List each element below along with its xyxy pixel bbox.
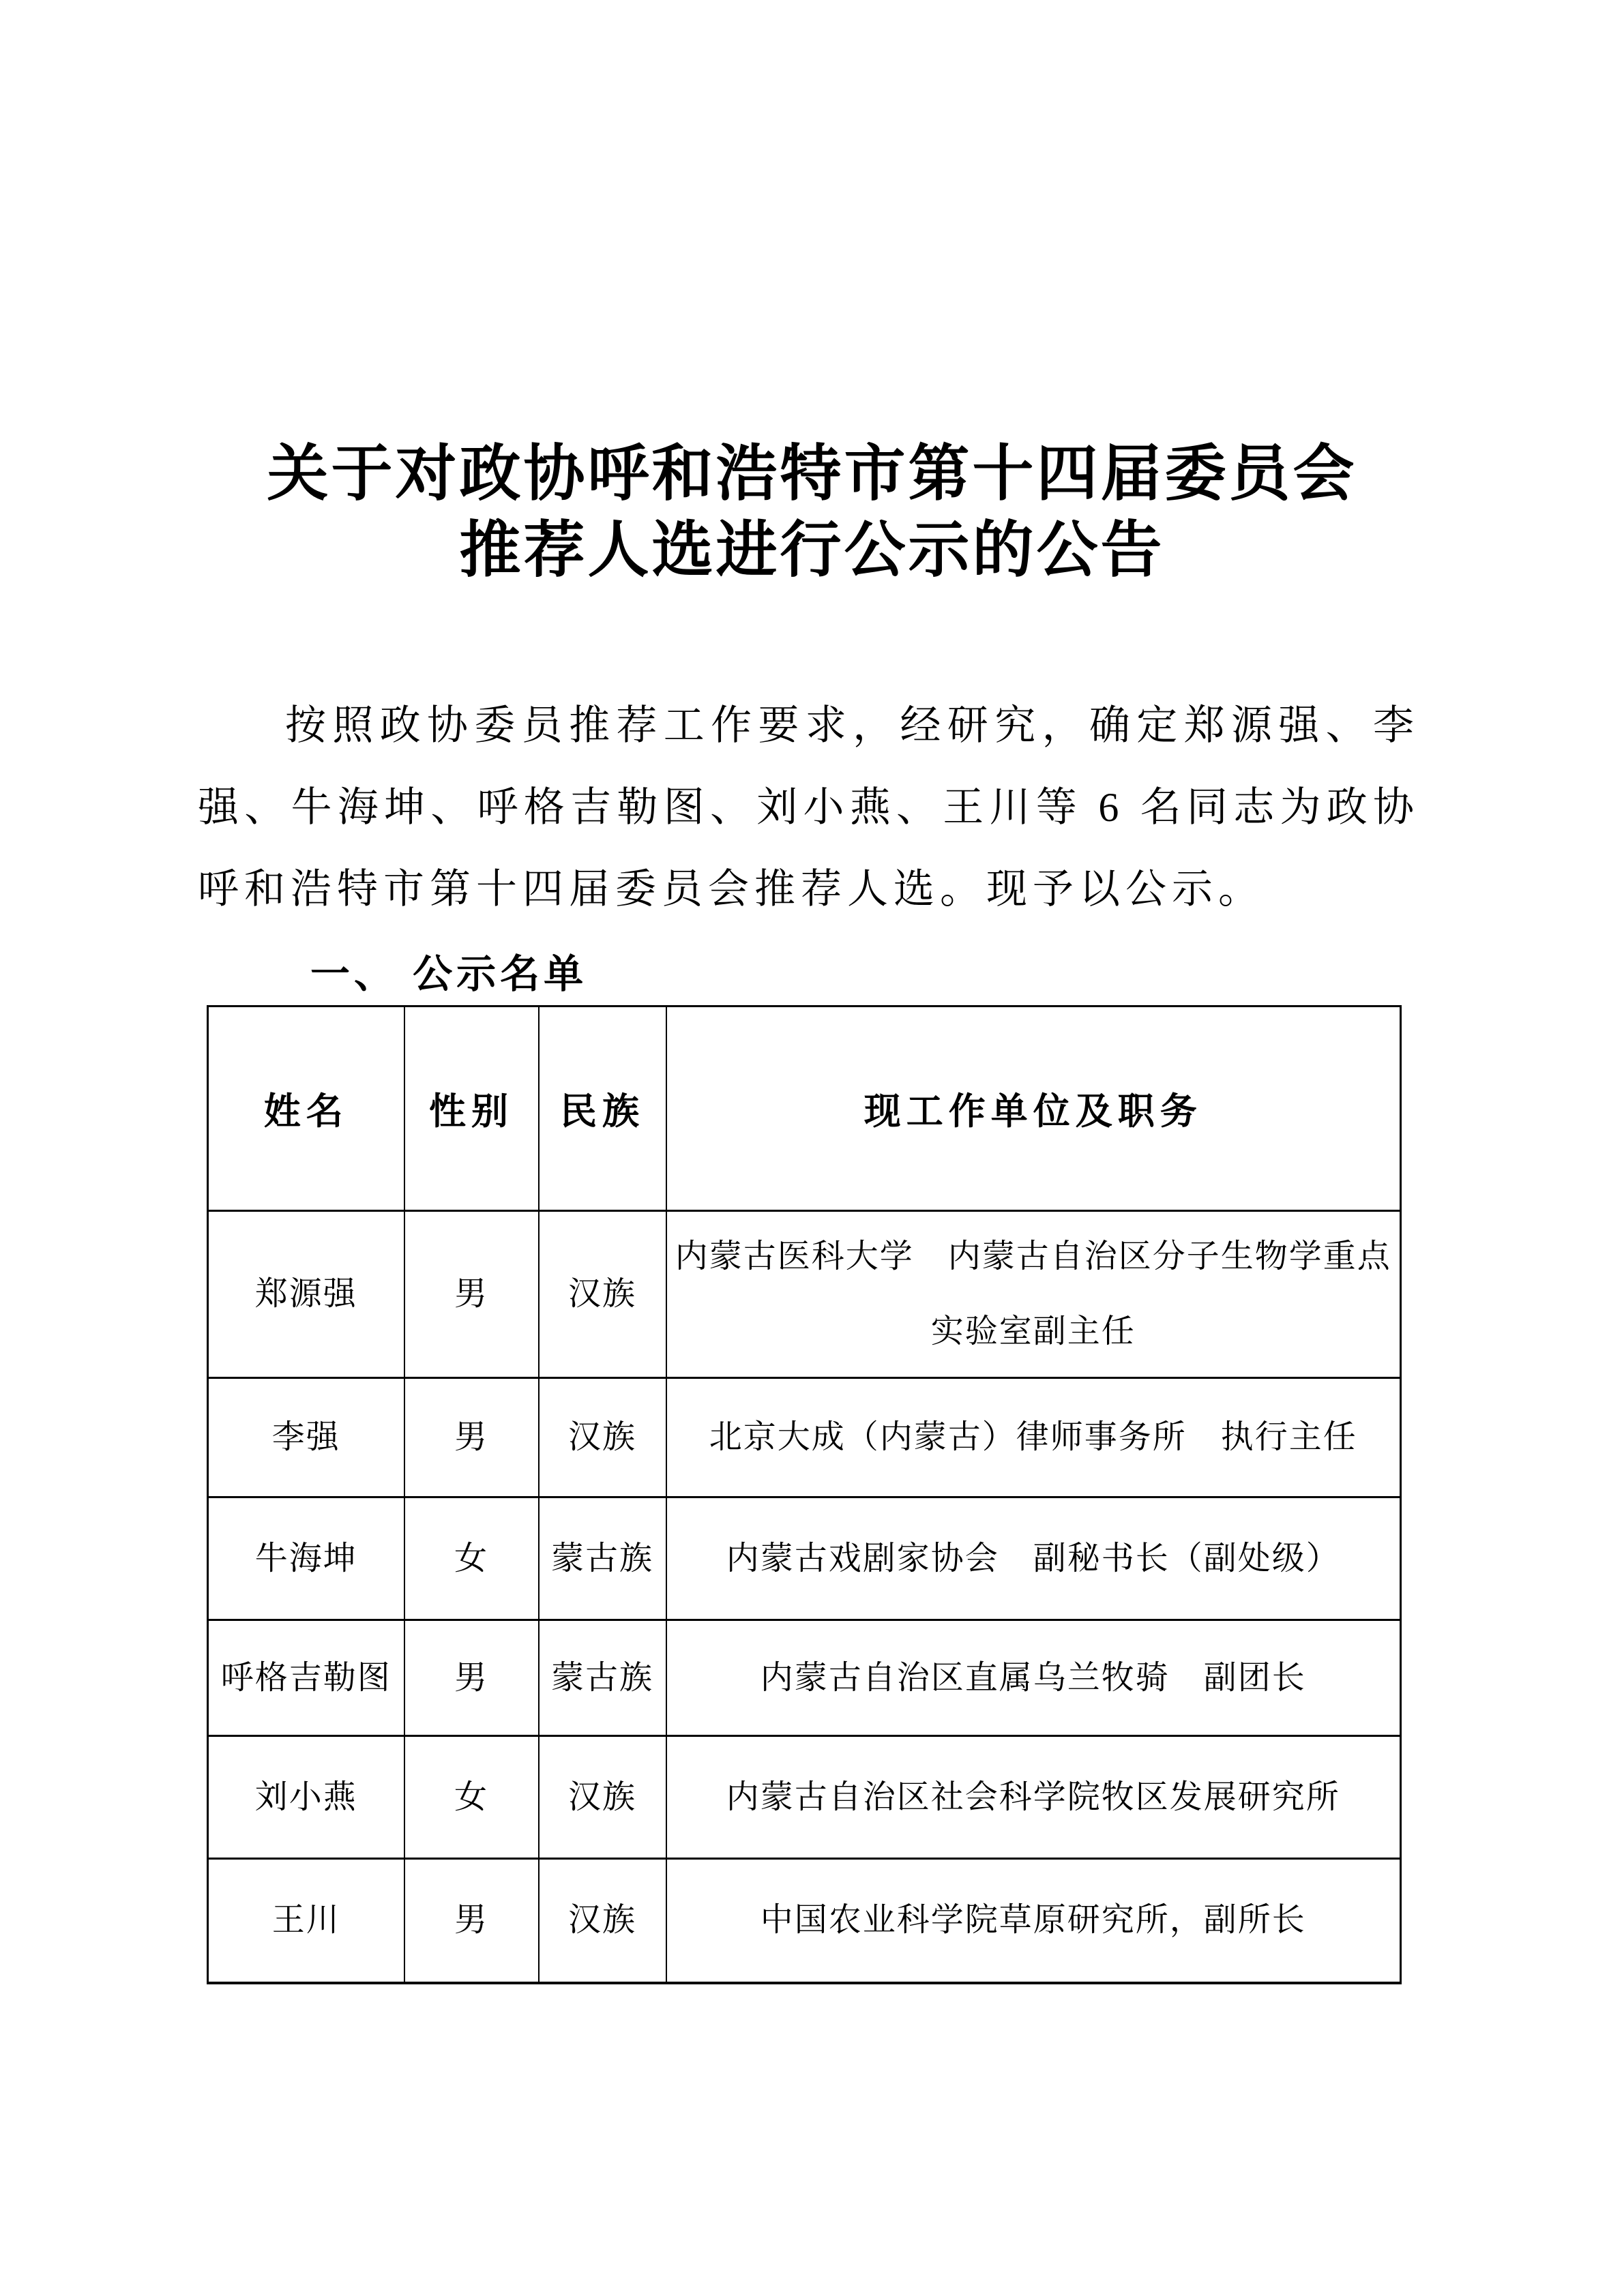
cell-gender: 女 (404, 1497, 539, 1620)
cell-name: 呼格吉勒图 (208, 1620, 404, 1736)
cell-gender: 女 (404, 1736, 539, 1859)
table-row (208, 1620, 1401, 1736)
cell-ethnicity: 汉族 (539, 1736, 666, 1859)
cell-ethnicity: 蒙古族 (539, 1620, 666, 1736)
table-row (208, 1378, 1401, 1497)
cell-ethnicity: 汉族 (539, 1859, 666, 1983)
title-line-1: 关于对政协呼和浩特市第十四届委员会 (267, 441, 1357, 508)
cell-position: 内蒙古戏剧家协会 副秘书长（副处级） (666, 1497, 1401, 1620)
cell-name: 牛海坤 (208, 1497, 404, 1620)
cell-gender: 男 (404, 1620, 539, 1736)
cell-ethnicity: 蒙古族 (539, 1497, 666, 1620)
cell-gender: 男 (404, 1859, 539, 1983)
table-row (208, 1211, 1401, 1378)
cell-name: 王川 (208, 1859, 404, 1983)
body-paragraph: 按照政协委员推荐工作要求，经研究，确定郑源强、李强、牛海坤、呼格吉勒图、刘小燕、王川等 6 名同志为政协呼和浩特市第十四届委员会推荐人选。现予以公示。 (198, 703, 1419, 912)
header-position: 现工作单位及职务 (666, 1007, 1401, 1211)
cell-position: 内蒙古自治区直属乌兰牧骑 副团长 (666, 1620, 1401, 1736)
header-gender: 性别 (404, 1007, 539, 1211)
cell-name: 刘小燕 (208, 1736, 404, 1859)
section-heading: 一、 公示名单 (310, 952, 588, 996)
table-row (208, 1859, 1401, 1983)
table-row (208, 1497, 1401, 1620)
candidates-table (207, 1005, 1402, 1984)
cell-name: 郑源强 (208, 1211, 404, 1378)
document-title (0, 0, 1624, 589)
cell-position: 中国农业科学院草原研究所，副所长 (666, 1859, 1401, 1983)
cell-gender: 男 (404, 1378, 539, 1497)
cell-position: 内蒙古医科大学 内蒙古自治区分子生物学重点实验室副主任 (666, 1211, 1401, 1378)
cell-ethnicity: 汉族 (539, 1378, 666, 1497)
cell-position: 北京大成（内蒙古）律师事务所 执行主任 (666, 1378, 1401, 1497)
table-header-row (208, 1007, 1401, 1211)
table-row (208, 1736, 1401, 1859)
header-name: 姓名 (208, 1007, 404, 1211)
cell-ethnicity: 汉族 (539, 1211, 666, 1378)
title-line-2: 推荐人选进行公示的公告 (459, 517, 1165, 584)
header-ethnicity: 民族 (539, 1007, 666, 1211)
cell-gender: 男 (404, 1211, 539, 1378)
cell-position: 内蒙古自治区社会科学院牧区发展研究所 (666, 1736, 1401, 1859)
cell-name: 李强 (208, 1378, 404, 1497)
